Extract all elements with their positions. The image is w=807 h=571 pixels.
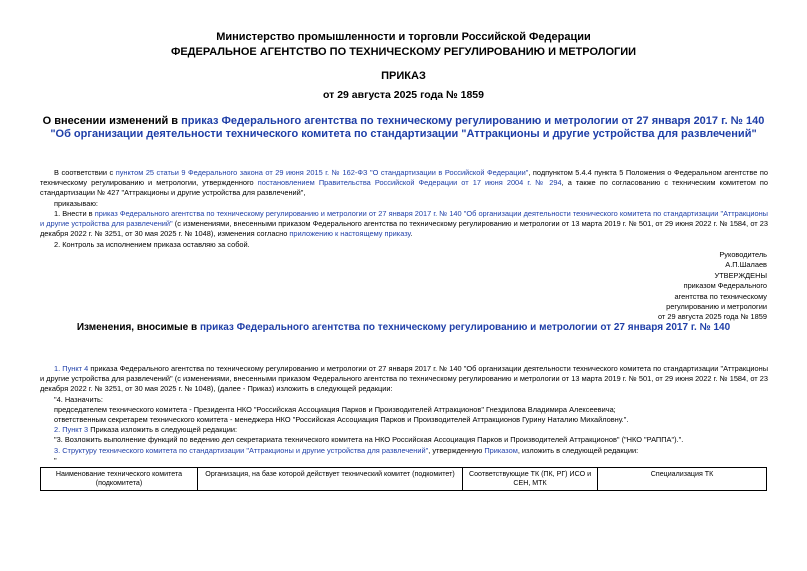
change-2-text: Приказа изложить в следующей редакции: xyxy=(88,425,238,434)
document-date: от 29 августа 2025 года № 1859 xyxy=(323,89,484,101)
item-1-text-2: (с изменениями, внесенными приказом Федерального агентства по техническому регулированию и метрологии от 13 марта 2019 г. № 501, от 29 июня 2022 г. № 1584, от 23 декабря 2022 г. № 3251, от 30 мая 2025 г. № 1048), изменения согласно xyxy=(40,219,768,239)
signature-role: Руководитель xyxy=(719,250,767,259)
change-3-text-2: , изложить в следующей редакции: xyxy=(517,446,639,455)
document-title xyxy=(40,115,767,141)
agency-name: ФЕДЕРАЛЬНОЕ АГЕНТСТВО ПО ТЕХНИЧЕСКОМУ РЕГУЛИРОВАНИЮ И МЕТРОЛОГИИ xyxy=(170,46,637,58)
change-2-paragraph xyxy=(54,425,768,435)
change-1-quote-1: "4. Назначить: xyxy=(54,395,103,404)
changes-title-link[interactable]: приказ Федерального агентства по техническому регулированию и метрологии от 27 января 2017 г. № 140 xyxy=(199,322,731,333)
preamble-text-2: , подпунктом 5.4.4 пункта 5 Положения о Федеральном агентстве по техническому регулированию и метрологии, утвержденного xyxy=(40,168,769,188)
document-type: ПРИКАЗ xyxy=(381,70,426,82)
change-1-quote-3: ответственным секретарем технического комитета - менеджера НКО "Российская Ассоциация Парков и Производителей Аттракционов Гурину Наталию Михайловну.". xyxy=(54,415,629,424)
table-header-cell: Организация, на базе которой действует технический комитет (подкомитет) xyxy=(198,468,463,491)
approval-stamp: УТВЕРЖДЕНЫ xyxy=(714,270,767,280)
item-1-order-link[interactable]: приказ Федерального агентства по техническому регулированию и метрологии от 27 января 2017 г. № 140 "Об организации деятельности технического комитета по стандартизации "Аттракционы и другие устройства для развлечений" xyxy=(40,209,768,229)
signature-block xyxy=(658,250,767,323)
change-3-paragraph xyxy=(54,446,768,456)
table-header-cell: Специализация ТК xyxy=(598,468,767,491)
ministry-name: Министерство промышленности и торговли Российской Федерации xyxy=(216,31,591,43)
approval-line-4: регулированию и метрологии xyxy=(666,302,767,312)
item-1-paragraph xyxy=(40,209,768,240)
preamble-text-3: , а также по согласованию с техническим комитетом по стандартизации № 427 "Аттракционы и другие устройства для развлечений", xyxy=(40,178,768,198)
item-2-paragraph: 2. Контроль за исполнением приказа оставляю за собой. xyxy=(54,240,250,249)
approval-line-3: агентства по техническому xyxy=(674,291,767,301)
order-word: приказываю: xyxy=(54,199,98,208)
table-header-cell: Наименование технического комитета (подкомитета) xyxy=(41,468,198,491)
change-1-link[interactable]: 1. Пункт 4 xyxy=(54,364,89,373)
table-header-cell: Соответствующие ТК (ПК, РГ) ИСО и СЕН, МТК xyxy=(463,468,598,491)
signature-name: А.П.Шалаев xyxy=(725,260,767,270)
approval-line-5: от 29 августа 2025 года № 1859 xyxy=(657,312,767,322)
item-1-text-3: . xyxy=(410,229,413,239)
preamble-text-1: В соответствии с xyxy=(54,168,116,177)
preamble-law-link[interactable]: пунктом 25 статьи 9 Федерального закона от 29 июня 2015 г. № 162-ФЗ "О стандартизации в Российской Федерации" xyxy=(115,168,529,177)
change-2-quote: "3. Возложить выполнение функций по ведению дел секретариата технического комитета на НКО Российская Ассоциация Парков и Производителей Аттракционов" ("НКО "РАППА").". xyxy=(54,435,684,444)
change-1-text: приказа Федерального агентства по техническому регулированию и метрологии от 27 января 2017 г. № 140 "Об организации деятельности технического комитета по стандартизации "Аттракционы и другие устройства для развлечений" (с изменениями, внесенными приказом Федерального агентства по техническому регулированию и метрологии от 13 марта 2019 г. № 501, от 29 июня 2022 г. № 1584, от 23 декабря 2022 г. № 3251, от 30 мая 2025 г. № 1048), (далее - Приказ) изложить в следующей редакции: xyxy=(40,364,769,394)
change-1-paragraph xyxy=(40,364,768,395)
change-3-order-link[interactable]: Приказом xyxy=(484,446,518,455)
item-1-appendix-link[interactable]: приложению к настоящему приказу xyxy=(289,229,411,239)
changes-title-prefix: Изменения, вносимые в xyxy=(76,322,200,333)
change-1-quote-2: председателем технического комитета - Президента НКО "Российская Ассоциация Парков и Производителей Аттракционов" Гнездилова Владимира Алексеевича; xyxy=(54,405,616,414)
title-prefix: О внесении изменений в xyxy=(42,115,182,127)
approval-line-2: приказом Федерального xyxy=(683,281,767,291)
item-1-text-1: 1. Внести в xyxy=(54,209,95,218)
committee-structure-table xyxy=(40,467,767,491)
changes-title xyxy=(40,322,767,333)
change-3-structure-link[interactable]: 3. Структуру технического комитета по стандартизации "Аттракционы и другие устройства для развлечений" xyxy=(54,446,429,455)
change-2-link[interactable]: 2. Пункт 3 xyxy=(54,425,89,434)
preamble-paragraph xyxy=(40,168,768,199)
change-3-text-1: , утвержденную xyxy=(428,446,485,455)
title-link[interactable]: приказ Федерального агентства по техническому регулированию и метрологии от 27 января 2017 г. № 140 "Об организации деятельности технического комитета по стандартизации "Аттракционы и другие устройства для развлечений" xyxy=(50,115,765,140)
change-3-quote: " xyxy=(54,456,57,465)
preamble-decree-link[interactable]: постановлением Правительства Российской Федерации от 17 июня 2004 г. № 294 xyxy=(257,178,562,188)
table-header-row xyxy=(41,468,767,491)
